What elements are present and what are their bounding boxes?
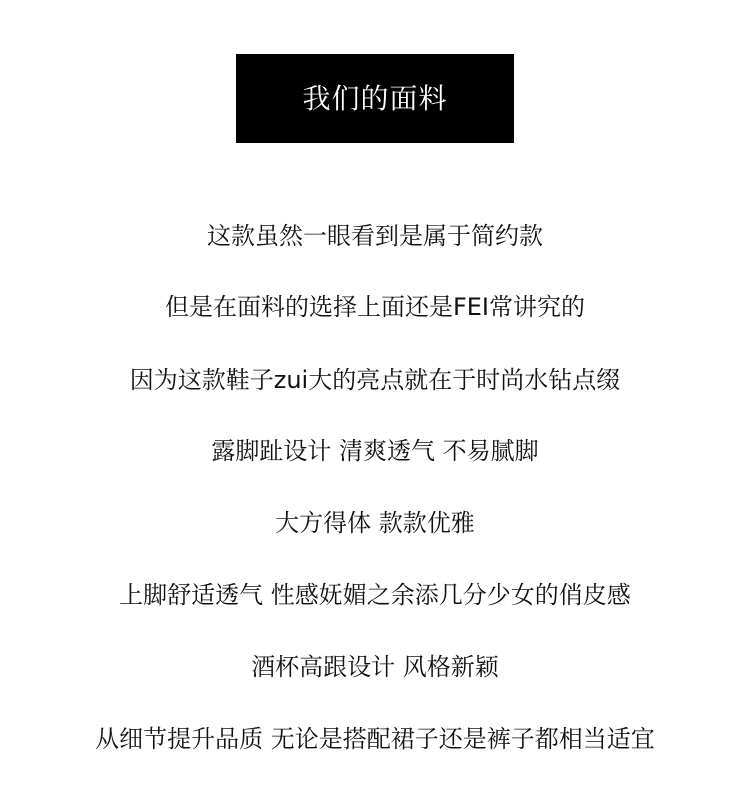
page-title: 我们的面料	[302, 81, 448, 115]
description-line-5: 大方得体 款款优雅	[275, 509, 475, 537]
description-line-2: 但是在面料的选择上面还是FEI常讲究的	[164, 293, 586, 321]
description-line-3: 因为这款鞋子zui大的亮点就在于时尚水钻点缀	[129, 366, 621, 394]
description-line-1: 这款虽然一眼看到是属于简约款	[207, 222, 543, 250]
description-line-4: 露脚趾设计 清爽透气 不易腻脚	[211, 437, 539, 465]
description-line-8: 从细节提升品质 无论是搭配裙子还是裤子都相当适宜	[95, 725, 655, 753]
description-line-6: 上脚舒适透气 性感妩媚之余添几分少女的俏皮感	[119, 581, 631, 609]
description-line-7: 酒杯高跟设计 风格新颖	[251, 653, 499, 681]
